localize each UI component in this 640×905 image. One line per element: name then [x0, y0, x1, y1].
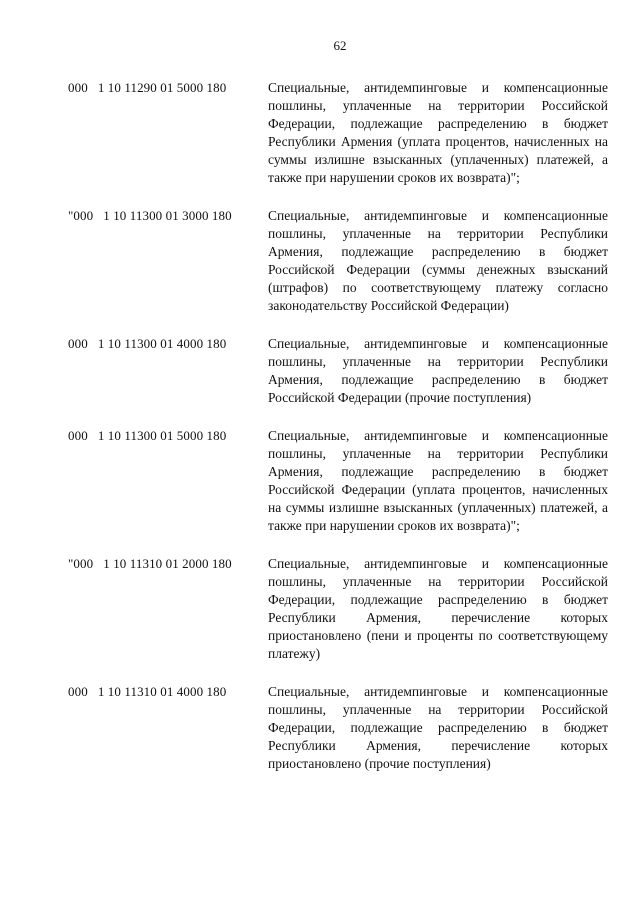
classification-code: 000 1 10 11300 01 4000 180 [68, 336, 227, 351]
table-row [68, 207, 608, 315]
code-description: Специальные, антидемпинговые и компенсационные пошлины, уплаченные на территории Республики Армения, подлежащие распределению в бюджет Российской Федерации (уплата процентов, начисленных на суммы излишне взысканных (уплаченных) платежей, а также при нарушении сроков их возврата)"; [268, 428, 608, 533]
code-table [68, 79, 608, 793]
table-row [68, 427, 608, 535]
code-description: Специальные, антидемпинговые и компенсационные пошлины, уплаченные на территории Республики Армения, подлежащие распределению в бюджет Российской Федерации (прочие поступления) [268, 336, 608, 405]
code-description: Специальные, антидемпинговые и компенсационные пошлины, уплаченные на территории Российской Федерации, подлежащие распределению в бюджет Республики Армения (уплата процентов, начисленных на суммы излишне взысканных (уплаченных) платежей, а также при нарушении сроков их возврата)"; [268, 80, 608, 185]
table-row [68, 683, 608, 773]
code-description: Специальные, антидемпинговые и компенсационные пошлины, уплаченные на территории Российской Федерации, подлежащие распределению в бюджет Республики Армения, перечисление которых приостановлено (пени и проценты по соответствующему платежу) [268, 556, 608, 661]
code-description: Специальные, антидемпинговые и компенсационные пошлины, уплаченные на территории Российской Федерации, подлежащие распределению в бюджет Республики Армения, перечисление которых приостановлено (прочие поступления) [268, 684, 608, 771]
table-row [68, 79, 608, 187]
table-row [68, 555, 608, 663]
code-description: Специальные, антидемпинговые и компенсационные пошлины, уплаченные на территории Республики Армения, подлежащие распределению в бюджет Российской Федерации (суммы денежных взысканий (штрафов) по соответствующему платежу согласно законодательству Российской Федерации) [268, 208, 608, 313]
table-row [68, 335, 608, 407]
classification-code: "000 1 10 11300 01 3000 180 [68, 208, 232, 223]
classification-code: 000 1 10 11310 01 4000 180 [68, 684, 227, 699]
classification-code: 000 1 10 11300 01 5000 180 [68, 428, 227, 443]
classification-code: 000 1 10 11290 01 5000 180 [68, 80, 227, 95]
page-number: 62 [333, 38, 347, 53]
classification-code: "000 1 10 11310 01 2000 180 [68, 556, 232, 571]
